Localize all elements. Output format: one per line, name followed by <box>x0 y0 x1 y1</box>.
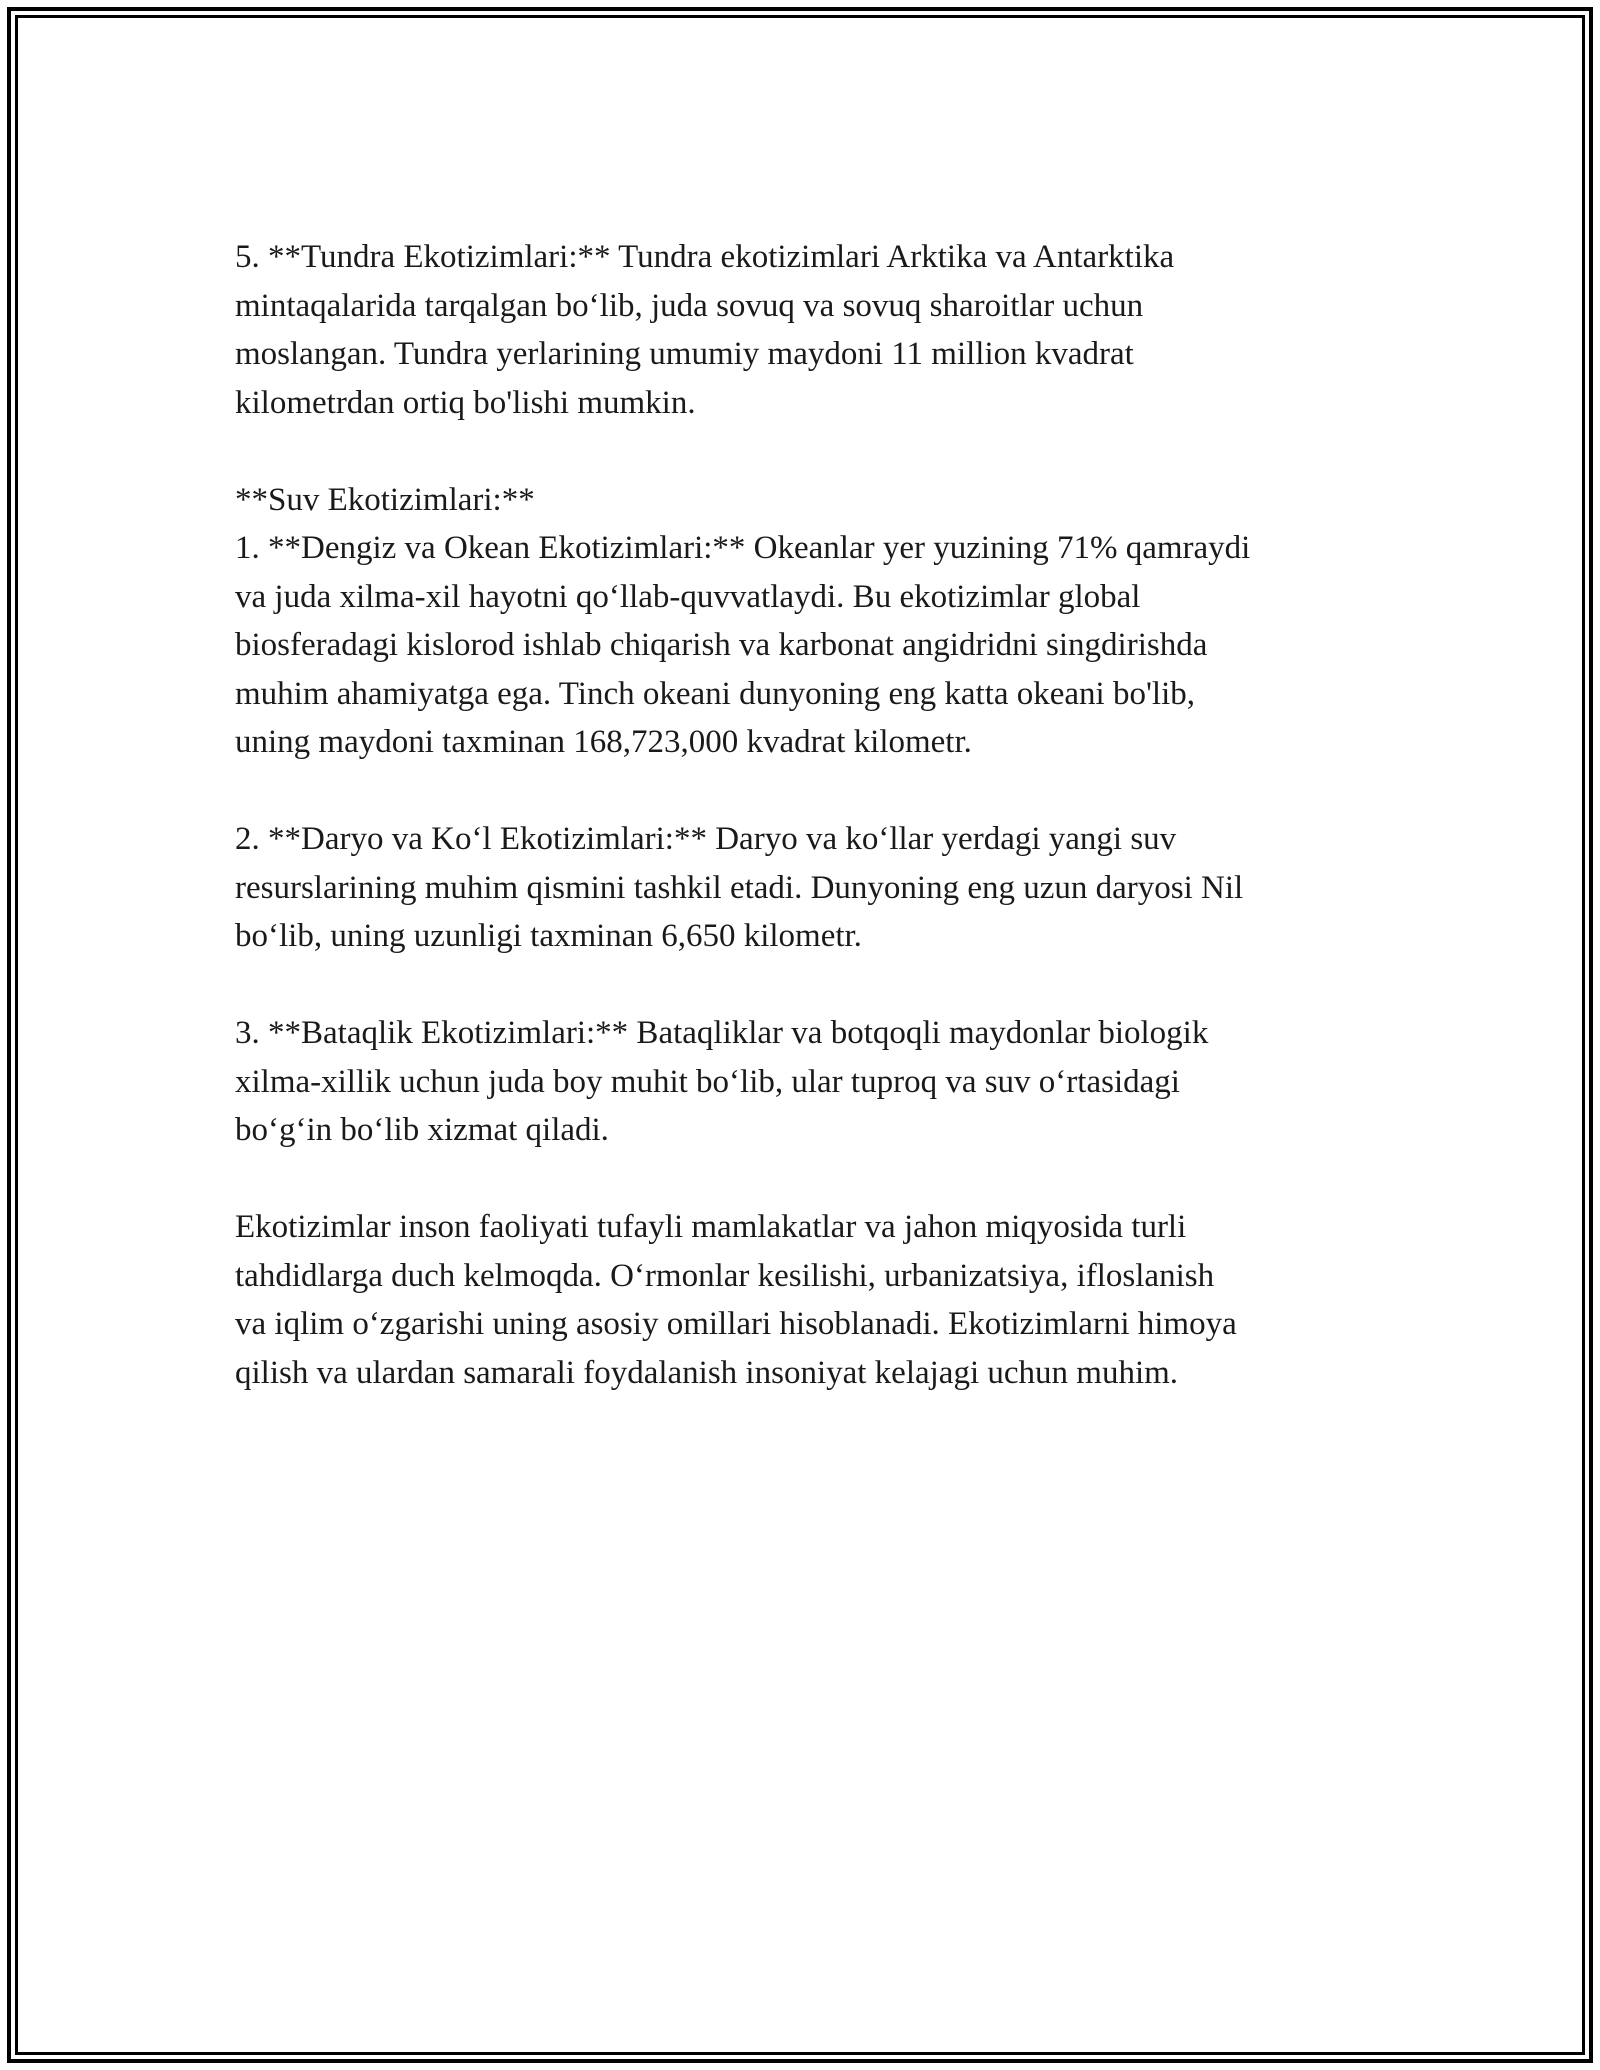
text-line: kilometrdan ortiq bo'lishi mumkin. <box>235 384 696 421</box>
paragraph-spacer <box>235 767 1375 816</box>
paragraph-conclusion <box>235 1203 1375 1397</box>
text-line: 5. **Tundra Ekotizimlari:** Tundra ekotizimlari Arktika va Antarktika <box>235 239 1175 275</box>
text-line: biosferadagi kislorod ishlab chiqarish va karbonat angidridni singdirishda <box>235 627 1208 663</box>
text-line: muhim ahamiyatga ega. Tinch okeani dunyoning eng katta okeani bo'lib, <box>235 675 1196 712</box>
paragraph-daryo <box>235 815 1375 961</box>
paragraph-tundra <box>235 233 1375 427</box>
paragraph-spacer <box>235 961 1375 1010</box>
text-line: 3. **Bataqlik Ekotizimlari:** Bataqliklar va botqoqli maydonlar biologik <box>235 1015 1209 1051</box>
text-line: uning maydoni taxminan 168,723,000 kvadrat kilometr. <box>235 724 972 760</box>
text-line: xilma-xillik uchun juda boy muhit bo‘lib, ular tuproq va suv o‘rtasidagi <box>235 1063 1180 1100</box>
heading-line: **Suv Ekotizimlari:** <box>235 481 535 518</box>
text-line: moslangan. Tundra yerlarining umumiy maydoni 11 million kvadrat <box>235 336 1134 372</box>
text-line: resurslarining muhim qismini tashkil etadi. Dunyoning eng uzun daryosi Nil <box>235 869 1244 906</box>
text-line: 1. **Dengiz va Okean Ekotizimlari:** Okeanlar yer yuzining 71% qamraydi <box>235 530 1251 566</box>
text-line: mintaqalarida tarqalgan bo‘lib, juda sovuq va sovuq sharoitlar uchun <box>235 287 1144 324</box>
text-line: va iqlim o‘zgarishi uning asosiy omillari hisoblanadi. Ekotizimlarni himoya <box>235 1306 1237 1342</box>
text-line: qilish va ulardan samarali foydalanish insoniyat kelajagi uchun muhim. <box>235 1354 1179 1391</box>
text-line: bo‘lib, uning uzunligi taxminan 6,650 kilometr. <box>235 918 862 954</box>
paragraph-spacer <box>235 1155 1375 1204</box>
text-line: 2. **Daryo va Ko‘l Ekotizimlari:** Daryo va ko‘llar yerdagi yangi suv <box>235 821 1177 857</box>
paragraph-spacer <box>235 427 1375 476</box>
section-heading-suv <box>235 476 1375 525</box>
text-line: Ekotizimlar inson faoliyati tufayli mamlakatlar va jahon miqyosida turli <box>235 1209 1187 1245</box>
text-line: tahdidlarga duch kelmoqda. O‘rmonlar kesilishi, urbanizatsiya, ifloslanish <box>235 1257 1215 1294</box>
text-line: bo‘g‘in bo‘lib xizmat qiladi. <box>235 1112 609 1148</box>
text-line: va juda xilma-xil hayotni qo‘llab-quvvatlaydi. Bu ekotizimlar global <box>235 578 1141 615</box>
document-body <box>235 233 1375 1397</box>
paragraph-dengiz <box>235 524 1375 767</box>
paragraph-bataqlik <box>235 1009 1375 1155</box>
